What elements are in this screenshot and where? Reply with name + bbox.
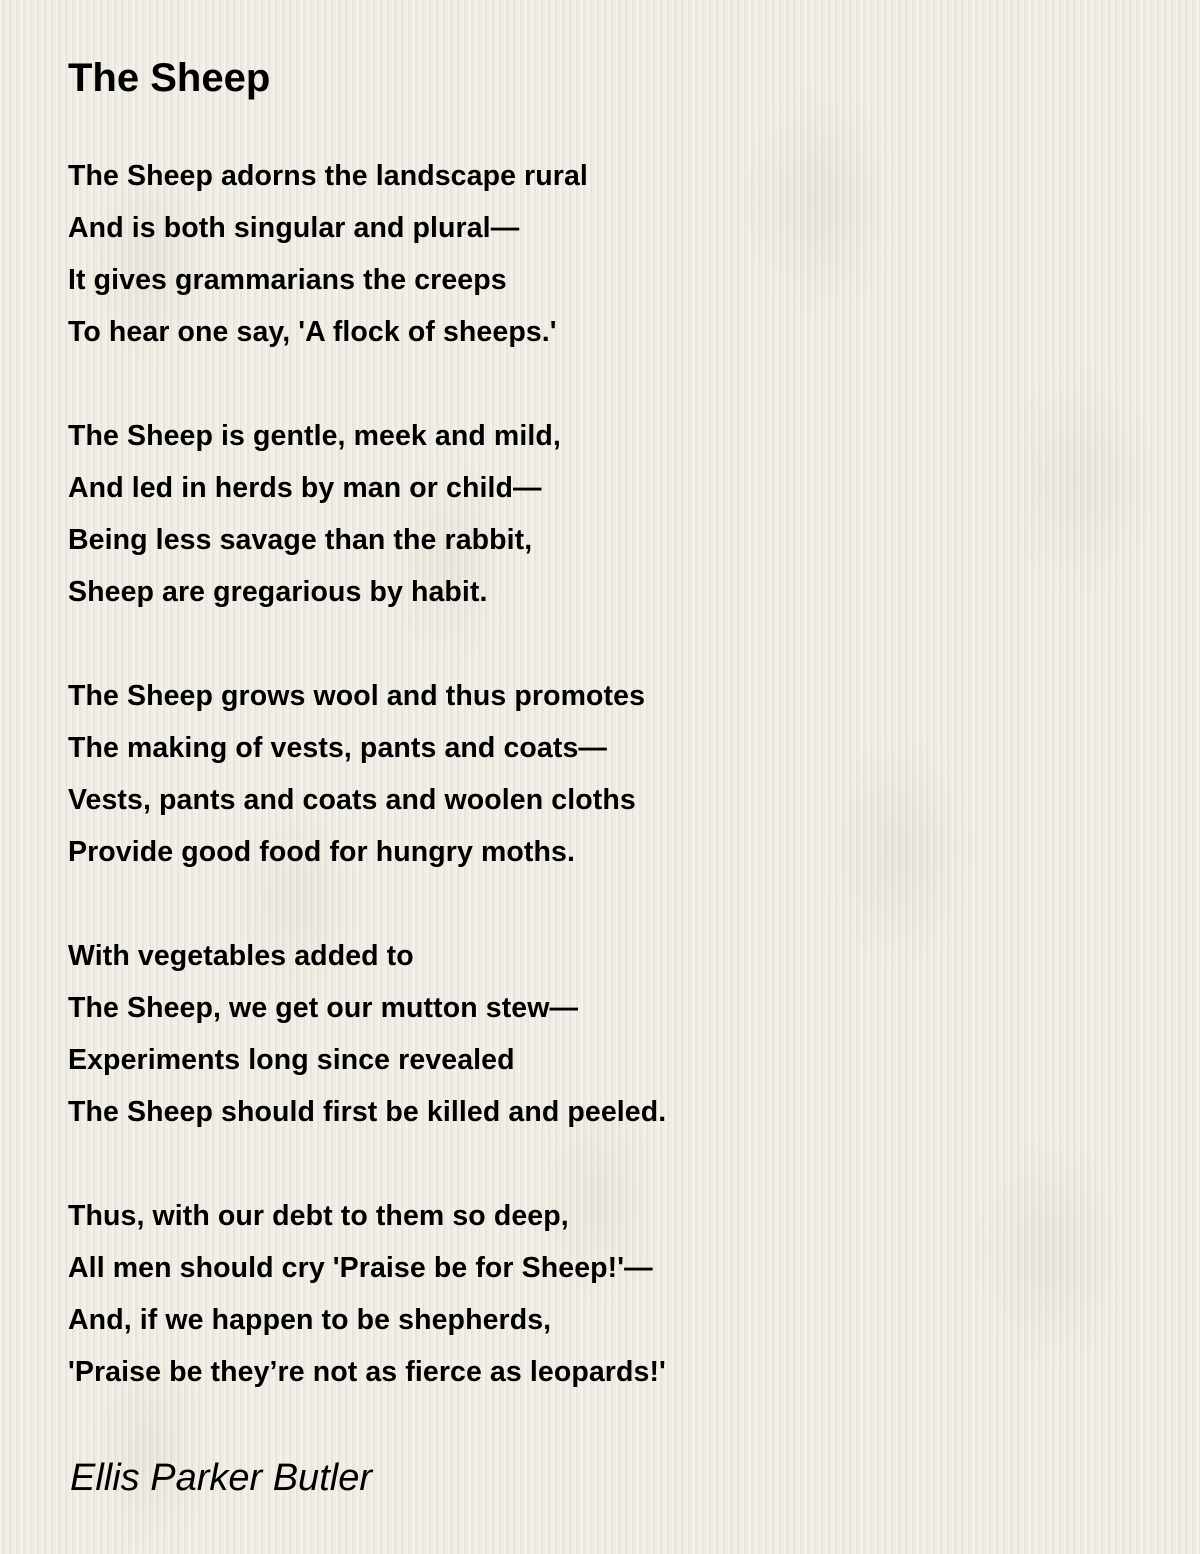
poem-line: With vegetables added to — [68, 940, 414, 972]
poem-line: The Sheep is gentle, meek and mild, — [68, 420, 561, 452]
poem-line: The Sheep should first be killed and peeled. — [68, 1096, 667, 1128]
stanza-1 — [68, 150, 666, 358]
poem-line: Vests, pants and coats and woolen cloths — [68, 784, 636, 816]
poem-line: Provide good food for hungry moths. — [68, 836, 575, 868]
poem-line: Being less savage than the rabbit, — [68, 524, 533, 556]
poem-line: Thus, with our debt to them so deep, — [68, 1200, 569, 1232]
poem-line: And, if we happen to be shepherds, — [68, 1304, 552, 1336]
stanza-3 — [68, 670, 666, 878]
poem-line: Experiments long since revealed — [68, 1044, 515, 1076]
poem-title: The Sheep — [68, 56, 271, 100]
poem-author: Ellis Parker Butler — [70, 1457, 372, 1499]
poem-line: To hear one say, 'A flock of sheeps.' — [68, 316, 557, 348]
poem-line: And led in herds by man or child— — [68, 472, 542, 504]
poem-line: The making of vests, pants and coats— — [68, 732, 607, 764]
poem-line: The Sheep grows wool and thus promotes — [68, 680, 646, 712]
stanza-2 — [68, 410, 666, 618]
poem-line: It gives grammarians the creeps — [68, 264, 507, 296]
poem-line: 'Praise be they’re not as fierce as leopards!' — [68, 1356, 666, 1388]
poem-line: The Sheep, we get our mutton stew— — [68, 992, 579, 1024]
stanza-5 — [68, 1190, 666, 1398]
poem-line: All men should cry 'Praise be for Sheep!'— — [68, 1252, 653, 1284]
poem-body — [68, 150, 666, 1450]
poem-line: The Sheep adorns the landscape rural — [68, 160, 588, 192]
poem-line: And is both singular and plural— — [68, 212, 520, 244]
stanza-4 — [68, 930, 666, 1138]
poem-line: Sheep are gregarious by habit. — [68, 576, 488, 608]
